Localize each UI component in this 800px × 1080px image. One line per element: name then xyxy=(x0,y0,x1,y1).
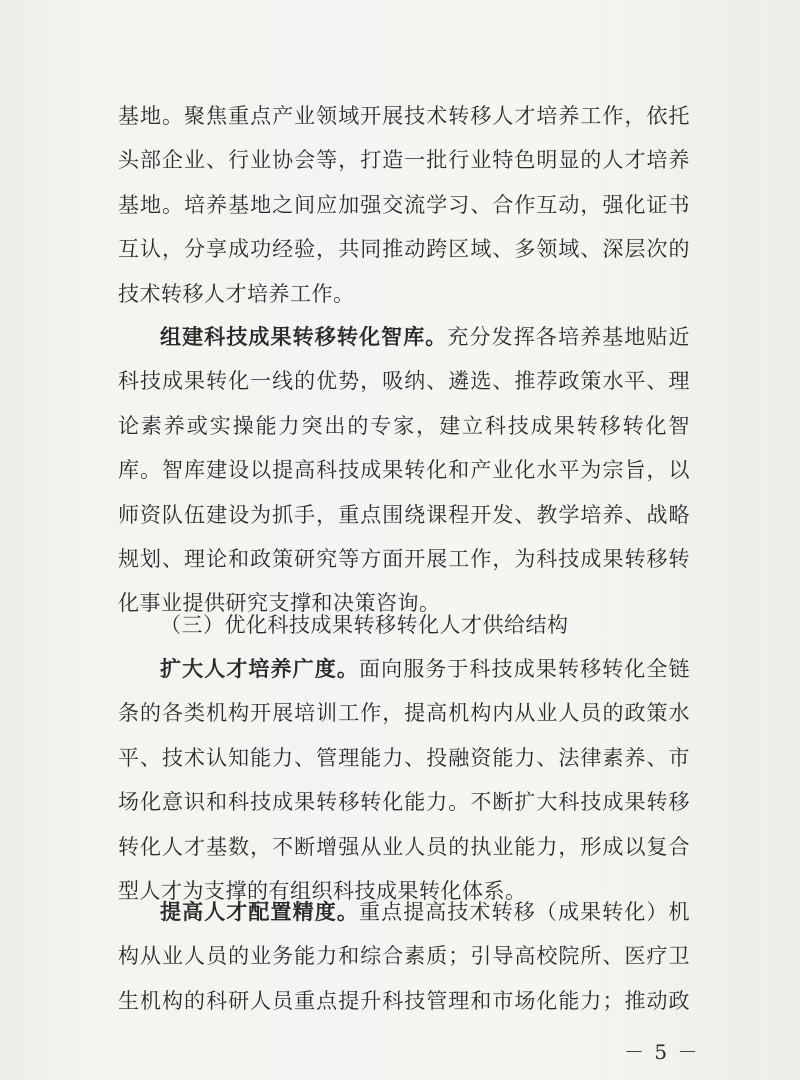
text-line: 师资队伍建设为抓手，重点围绕课程开发、教学培养、战略 xyxy=(118,502,690,527)
text-segment: 充分发挥各培养基地贴近 xyxy=(447,325,691,349)
text-line: 库。智库建设以提高科技成果转化和产业化水平为宗旨，以 xyxy=(118,458,690,483)
text-segment: 面向服务于科技成果转移转化全链 xyxy=(358,657,691,681)
text-line: 基地。聚焦重点产业领域开展技术转移人才培养工作，依托 xyxy=(118,104,690,128)
text-line: 基地。培养基地之间应加强交流学习、合作互动，强化证书 xyxy=(118,192,690,217)
paragraph-lead-heading: 扩大人才培养广度。 xyxy=(160,656,359,681)
text-line: 技术转移人才培养工作。 xyxy=(118,281,355,306)
text-line: 场化意识和科技成果转移转化能力。不断扩大科技成果转移 xyxy=(118,790,690,815)
page-number: － 5 － xyxy=(624,1040,700,1064)
text-line xyxy=(118,647,690,691)
paragraph-lead-heading: 组建科技成果转移转化智库。 xyxy=(160,324,448,349)
text-line: 型人才为支撑的有组织科技成果转化体系。 xyxy=(118,878,527,903)
paragraph-lead-heading: 提高人才配置精度。 xyxy=(160,899,359,924)
paragraph-training-breadth xyxy=(118,647,690,913)
text-line: 转化人才基数，不断增强从业人员的执业能力，形成以复合 xyxy=(118,834,690,859)
section-heading: （三）优化科技成果转移转化人才供给结构 xyxy=(160,613,569,637)
text-line: 平、技术认知能力、管理能力、投融资能力、法律素养、市 xyxy=(118,745,690,770)
text-line: 化事业提供研究支撑和决策咨询。 xyxy=(118,591,441,616)
text-line: 互认，分享成功经验，共同推动跨区域、多领域、深层次的 xyxy=(118,237,690,262)
text-line: 规划、理论和政策研究等方面开展工作，为科技成果转移转 xyxy=(118,546,690,571)
text-line xyxy=(118,315,690,359)
text-segment: 重点提高技术转移（成果转化）机 xyxy=(358,900,691,924)
text-line: 科技成果转化一线的优势，吸纳、遴选、推荐政策水平、理 xyxy=(118,369,690,394)
paragraph-allocation-precision xyxy=(118,890,690,1023)
text-line: 条的各类机构开展培训工作，提高机构内从业人员的政策水 xyxy=(118,701,690,726)
text-line: 构从业人员的业务能力和综合素质；引导高校院所、医疗卫 xyxy=(118,944,690,969)
text-line xyxy=(118,890,690,934)
text-line: 论素养或实操能力突出的专家，建立科技成果转移转化智 xyxy=(118,413,690,438)
paragraph-talent-bases xyxy=(118,94,690,316)
text-line: 生机构的科研人员重点提升科技管理和市场化能力；推动政 xyxy=(118,988,690,1013)
paragraph-think-tank xyxy=(118,315,690,626)
text-line: 头部企业、行业协会等，打造一批行业特色明显的人才培养 xyxy=(118,148,690,173)
